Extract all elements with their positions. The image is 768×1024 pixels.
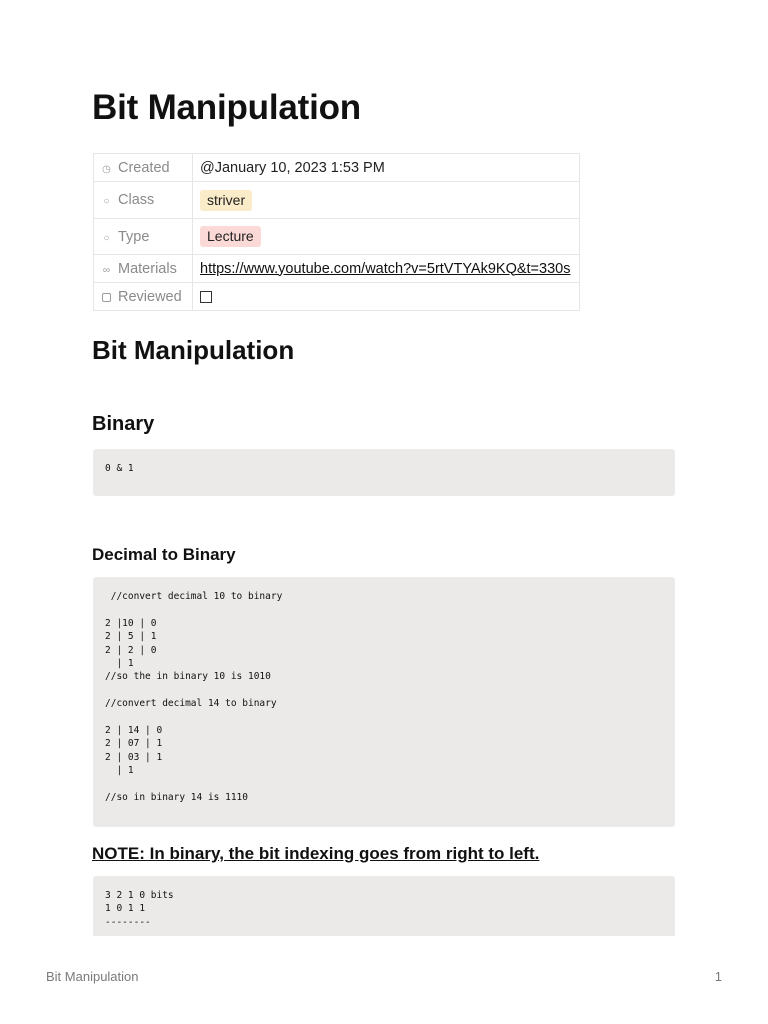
class-tag[interactable]: striver	[200, 190, 252, 211]
property-label: Materials	[118, 260, 177, 277]
heading-decimal-to-binary: Decimal to Binary	[92, 545, 236, 564]
reviewed-checkbox[interactable]	[200, 291, 212, 303]
select-icon: ○	[103, 232, 110, 244]
materials-link[interactable]: https://www.youtube.com/watch?v=5rtVTYAk9KQ&t=330s	[200, 260, 571, 277]
paperclip-icon: ∞	[102, 264, 111, 276]
section-heading: Bit Manipulation	[92, 335, 295, 365]
code-block-bits: 3 2 1 0 bits 1 0 1 1 --------	[93, 876, 675, 936]
created-date: @January 10, 2023 1:53 PM	[193, 154, 580, 182]
select-icon: ○	[103, 196, 110, 207]
property-row-type	[94, 219, 580, 255]
code-block-decimal: //convert decimal 10 to binary 2 |10 | 0 2 | 5 | 1 2 | 2 | 0 | 1 //so the in binary 10 is 1010 //convert decimal 14 to binary 2 | 14 | 0 2 | 07 | 1 2 | 03 | 1 | 1 //so in binary 14 is 1110	[93, 577, 675, 827]
property-label: Class	[118, 192, 155, 208]
property-row-reviewed	[94, 283, 580, 311]
property-key-type	[94, 219, 193, 255]
property-label: Created	[118, 159, 170, 176]
property-key-reviewed	[94, 283, 193, 311]
property-label: Reviewed	[118, 288, 182, 305]
type-tag[interactable]: Lecture	[200, 226, 261, 247]
property-row-created	[94, 154, 580, 182]
checkbox-icon	[102, 293, 111, 302]
property-label: Type	[118, 228, 150, 245]
property-key-class	[94, 182, 193, 219]
footer-title: Bit Manipulation	[46, 969, 139, 984]
property-key-created	[94, 154, 193, 182]
properties-table	[93, 153, 580, 311]
note-heading: NOTE: In binary, the bit indexing goes from right to left.	[92, 844, 540, 863]
page-title: Bit Manipulation	[92, 88, 361, 127]
code-block-binary: 0 & 1	[93, 449, 675, 496]
property-key-materials	[94, 255, 193, 283]
property-row-class	[94, 182, 580, 219]
clock-icon: ◷	[102, 163, 111, 175]
page-number: 1	[714, 969, 722, 984]
heading-binary: Binary	[92, 413, 155, 435]
property-row-materials	[94, 255, 580, 283]
